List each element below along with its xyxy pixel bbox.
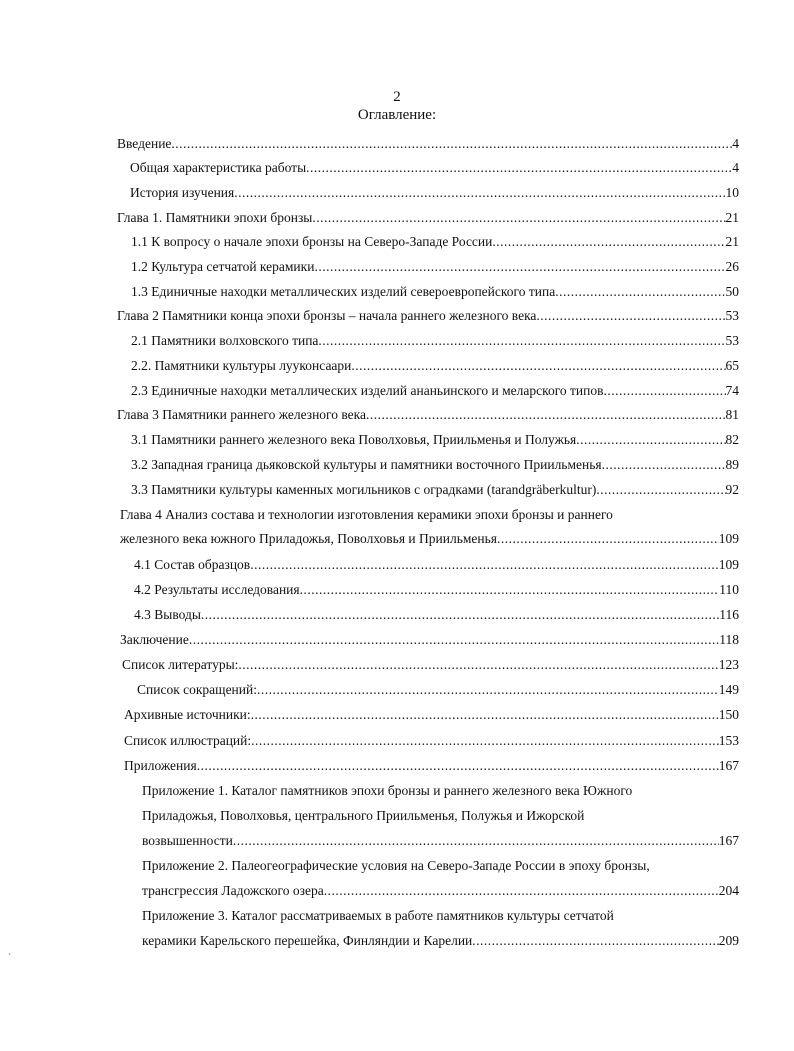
- toc-entry-section-3-2[interactable]: [131, 455, 739, 475]
- toc-entry-section-1-1[interactable]: [131, 232, 739, 252]
- toc-entry-text: 3.1 Памятники раннего железного века Поволховья, Приильменья и Полужья: [131, 432, 577, 447]
- toc-entry-page: 26: [725, 259, 739, 274]
- toc-entry-appendix-1-line2[interactable]: [142, 806, 584, 826]
- toc-entry-text: 2.2. Памятники культуры лууконсаари: [131, 358, 352, 373]
- toc-entry-page: 50: [725, 284, 739, 299]
- toc-leader-dots: [492, 232, 725, 252]
- toc-leader-dots: [300, 580, 720, 600]
- toc-entry-section-3-3[interactable]: [131, 480, 739, 500]
- toc-entry-general-characteristics[interactable]: [130, 158, 739, 178]
- toc-entry-references[interactable]: [122, 655, 739, 675]
- toc-entry-introduction[interactable]: [117, 134, 739, 154]
- toc-leader-dots: [233, 831, 719, 851]
- toc-entry-page: 21: [725, 234, 739, 249]
- toc-entry-text: 3.3 Памятники культуры каменных могильников с оградками (tarandgräberkultur): [131, 482, 597, 497]
- toc-leader-dots: [366, 405, 725, 425]
- toc-entry-text: 1.2 Культура сетчатой керамики: [131, 259, 315, 274]
- toc-entry-text: Глава 2 Памятники конца эпохи бронзы – начала раннего железного века: [117, 308, 537, 323]
- toc-entry-page: 74: [725, 383, 739, 398]
- toc-entry-abbreviations[interactable]: [137, 680, 739, 700]
- toc-entry-text: 1.3 Единичные находки металлических изделий североевропейского типа: [131, 284, 556, 299]
- toc-leader-dots: [555, 282, 725, 302]
- toc-entry-appendix-3-line1[interactable]: [142, 906, 614, 926]
- toc-entry-appendix-2-line1[interactable]: [142, 856, 650, 876]
- toc-entry-page: 109: [718, 557, 739, 572]
- toc-leader-dots: [306, 158, 732, 178]
- toc-entry-section-3-1[interactable]: [131, 430, 739, 450]
- toc-leader-dots: [251, 705, 719, 725]
- toc-entry-chapter-1[interactable]: [117, 208, 739, 228]
- toc-entry-text: Глава 3 Памятники раннего железного века: [117, 407, 367, 422]
- toc-leader-dots: [351, 356, 725, 376]
- toc-entry-appendix-1[interactable]: [142, 831, 739, 851]
- toc-entry-page: 10: [725, 185, 739, 200]
- toc-entry-page: 109: [718, 531, 739, 546]
- toc-leader-dots: [189, 630, 719, 650]
- toc-entry-page: 167: [718, 833, 739, 848]
- toc-entry-text: Список литературы:: [122, 657, 239, 672]
- toc-entry-text: 3.2 Западная граница дьяковской культуры и памятники восточного Приильменья: [131, 457, 602, 472]
- toc-entry-page: 167: [718, 758, 739, 773]
- toc-entry-text: 2.1 Памятники волховского типа: [131, 333, 319, 348]
- toc-entry-text: 2.3 Единичные находки металлических изделий ананьинского и меларского типов: [131, 383, 604, 398]
- toc-entry-archival-sources[interactable]: [124, 705, 739, 725]
- toc-entry-text: 4.1 Состав образцов: [134, 557, 251, 572]
- toc-entry-continuation: трансгрессия Ладожского озера: [142, 883, 324, 898]
- toc-entry-continuation: Приладожья, Поволховья, центрального Приильменья, Полужья и Ижорской: [142, 808, 585, 823]
- toc-entry-appendix-3[interactable]: [142, 931, 739, 951]
- toc-leader-dots: [257, 680, 719, 700]
- toc-entry-page: 123: [718, 657, 739, 672]
- toc-entry-page: 150: [718, 707, 739, 722]
- toc-entry-page: 116: [719, 607, 739, 622]
- toc-entry-conclusion[interactable]: [120, 630, 739, 650]
- toc-entry-text: Список иллюстраций:: [124, 733, 252, 748]
- toc-leader-dots: [201, 605, 719, 625]
- toc-leader-dots: [596, 480, 725, 500]
- toc-entry-page: 4: [732, 160, 739, 175]
- toc-entry-continuation: возвышенности: [142, 833, 233, 848]
- toc-entry-appendix-2[interactable]: [142, 881, 739, 901]
- toc-leader-dots: [536, 306, 725, 326]
- toc-entry-page: 153: [718, 733, 739, 748]
- toc-entry-page: 118: [719, 632, 739, 647]
- toc-entry-study-history[interactable]: [130, 183, 739, 203]
- toc-entry-section-4-1[interactable]: [134, 555, 739, 575]
- toc-leader-dots: [604, 381, 726, 401]
- toc-entry-text: 4.2 Результаты исследования: [134, 582, 300, 597]
- toc-leader-dots: [171, 134, 732, 154]
- toc-entry-section-2-2[interactable]: [131, 356, 739, 376]
- toc-entry-chapter-2[interactable]: [117, 306, 739, 326]
- toc-entry-chapter-3[interactable]: [117, 405, 739, 425]
- toc-entry-page: 53: [725, 308, 739, 323]
- page-number: 2: [393, 89, 401, 105]
- toc-leader-dots: [251, 731, 719, 751]
- toc-leader-dots: [314, 257, 725, 277]
- toc-entry-illustrations[interactable]: [124, 731, 739, 751]
- toc-entry-page: 209: [718, 933, 739, 948]
- toc-entry-text: Глава 1. Памятники эпохи бронзы: [117, 210, 313, 225]
- toc-entry-page: 81: [725, 407, 739, 422]
- toc-entry-section-4-3[interactable]: [134, 605, 739, 625]
- toc-entry-text: 4.3 Выводы: [134, 607, 201, 622]
- toc-entry-text: Архивные источники:: [124, 707, 251, 722]
- toc-entry-text: Заключение: [120, 632, 189, 647]
- toc-entry-page: 204: [718, 883, 739, 898]
- toc-entry-chapter-4[interactable]: [120, 529, 739, 549]
- toc-title: Оглавление:: [357, 107, 437, 123]
- toc-entry-text: 1.1 К вопросу о начале эпохи бронзы на Северо-Западе России: [131, 234, 493, 249]
- toc-entry-section-1-2[interactable]: [131, 257, 739, 277]
- toc-entry-continuation: керамики Карельского перешейка, Финляндии и Карелии: [142, 933, 473, 948]
- toc-entry-text: Приложения: [124, 758, 197, 773]
- toc-entry-continuation: железного века южного Приладожья, Поволховья и Приильменья: [120, 531, 497, 546]
- toc-entry-appendix-1-line1[interactable]: [142, 781, 632, 801]
- toc-entry-text: История изучения: [130, 185, 235, 200]
- toc-entry-section-1-3[interactable]: [131, 282, 739, 302]
- margin-mark: `: [8, 952, 11, 962]
- toc-entry-page: 21: [725, 210, 739, 225]
- toc-entry-appendices[interactable]: [124, 756, 739, 776]
- toc-entry-page: 82: [725, 432, 739, 447]
- toc-leader-dots: [197, 756, 719, 776]
- toc-entry-section-4-2[interactable]: [134, 580, 739, 600]
- toc-entry-section-2-1[interactable]: [131, 331, 739, 351]
- toc-entry-page: 92: [725, 482, 739, 497]
- toc-leader-dots: [497, 529, 719, 549]
- toc-leader-dots: [472, 931, 718, 951]
- toc-entry-text: Приложение 1. Каталог памятников эпохи бронзы и раннего железного века Южного: [142, 783, 633, 798]
- toc-entry-page: 53: [725, 333, 739, 348]
- toc-entry-section-2-3[interactable]: [131, 381, 739, 401]
- toc-leader-dots: [234, 183, 725, 203]
- toc-entry-page: 110: [719, 582, 739, 597]
- toc-leader-dots: [324, 881, 719, 901]
- toc-leader-dots: [576, 430, 725, 450]
- toc-entry-text: Общая характеристика работы: [130, 160, 307, 175]
- toc-entry-chapter-4-line1[interactable]: [120, 505, 613, 525]
- toc-leader-dots: [602, 455, 726, 475]
- toc-leader-dots: [312, 208, 725, 228]
- toc-entry-text: Приложение 3. Каталог рассматриваемых в работе памятников культуры сетчатой: [142, 908, 614, 923]
- toc-leader-dots: [250, 555, 719, 575]
- toc-leader-dots: [318, 331, 725, 351]
- toc-entry-text: Глава 4 Анализ состава и технологии изготовления керамики эпохи бронзы и раннего: [120, 507, 613, 522]
- toc-entry-page: 89: [725, 457, 739, 472]
- toc-entry-page: 65: [725, 358, 739, 373]
- toc-entry-text: Приложение 2. Палеогеографические условия на Северо-Западе России в эпоху бронзы,: [142, 858, 650, 873]
- toc-entry-text: Введение: [117, 136, 172, 151]
- toc-entry-page: 149: [718, 682, 739, 697]
- toc-entry-page: 4: [732, 136, 739, 151]
- toc-leader-dots: [238, 655, 718, 675]
- toc-entry-text: Список сокращений:: [137, 682, 257, 697]
